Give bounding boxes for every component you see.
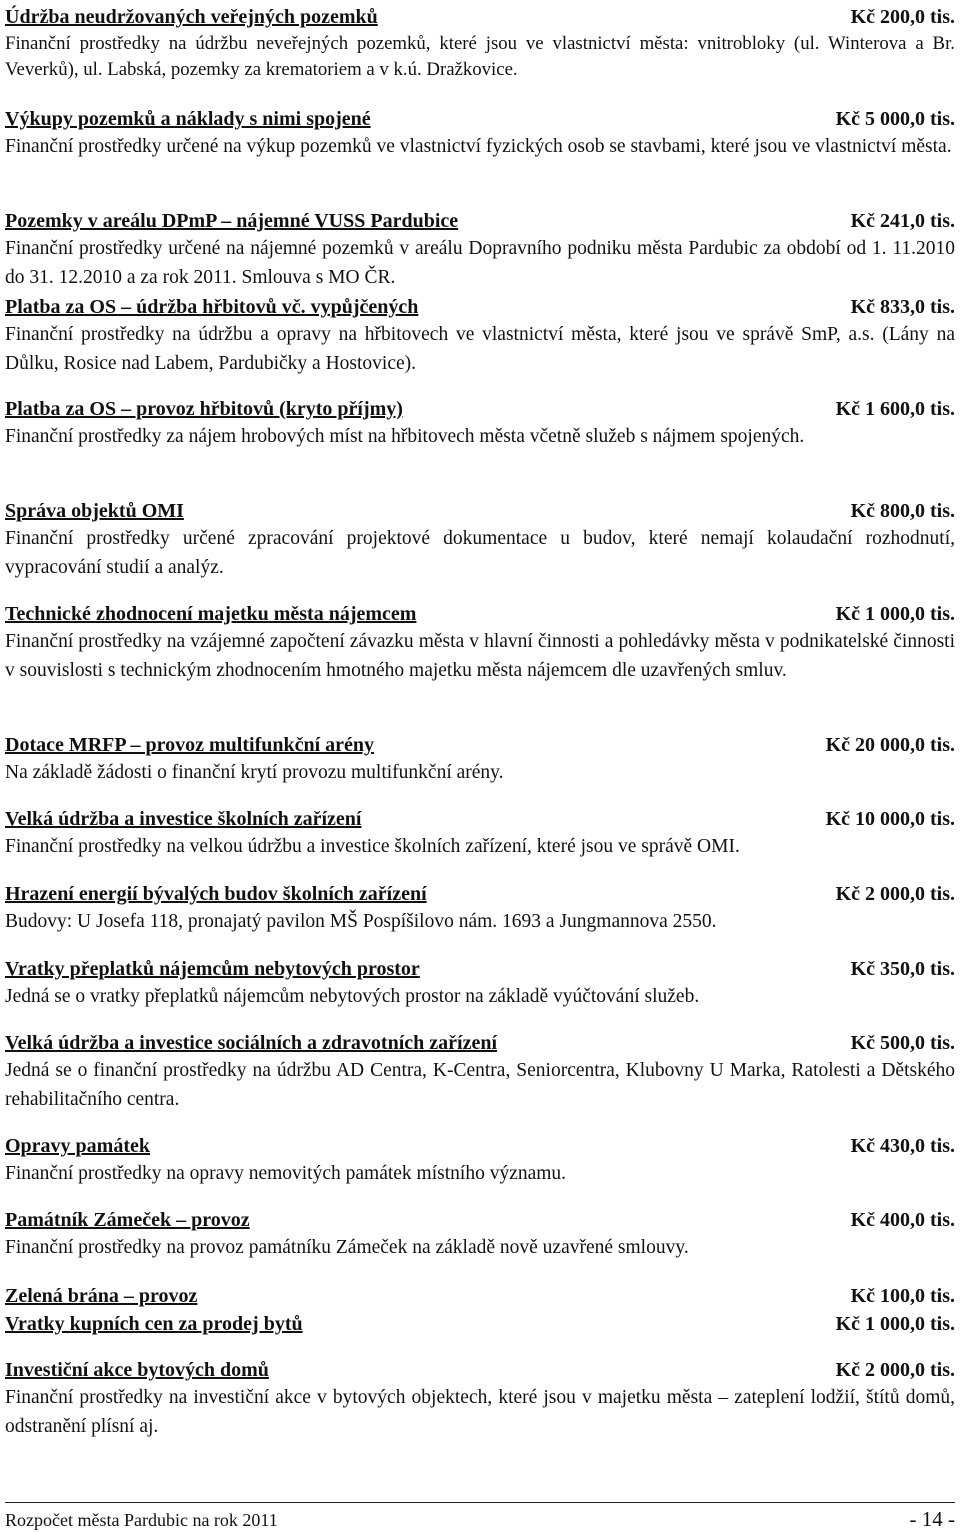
budget-item (5, 208, 955, 292)
budget-item-amount: Kč 430,0 tis. (850, 1135, 955, 1157)
budget-item-amount: Kč 200,0 tis. (850, 6, 955, 28)
budget-item-description: Finanční prostředky za nájem hrobových míst na hřbitovech města včetně služeb s nájmem spojených. (5, 426, 805, 447)
budget-item-amount: Kč 2 000,0 tis. (835, 883, 955, 905)
budget-item-description: Finanční prostředky na velkou údržbu a investice školních zařízení, které jsou ve správě OMI. (5, 836, 740, 857)
budget-item-amount: Kč 1 600,0 tis. (835, 398, 955, 420)
budget-item (5, 396, 955, 452)
budget-item (5, 732, 955, 788)
budget-item-title: Investiční akce bytových domů (5, 1359, 269, 1381)
budget-item (5, 4, 955, 82)
budget-item-amount: Kč 1 000,0 tis. (835, 603, 955, 625)
budget-item-amount: Kč 20 000,0 tis. (825, 734, 955, 756)
budget-item (5, 1311, 955, 1338)
budget-item-description: Finanční prostředky na provoz památníku Zámeček na základě nově uzavřené smlouvy. (5, 1237, 689, 1258)
budget-item-title: Platba za OS – údržba hřbitovů vč. vypůjčených (5, 296, 419, 318)
budget-item-amount: Kč 241,0 tis. (850, 210, 955, 232)
budget-item (5, 601, 955, 685)
budget-item (5, 1357, 955, 1441)
budget-item-amount: Kč 2 000,0 tis. (835, 1359, 955, 1381)
budget-item-title: Velká údržba a investice školních zařízení (5, 808, 362, 830)
budget-item-description: Finanční prostředky určené na výkup pozemků ve vlastnictví fyzických osob se stavbami, které jsou ve vlastnictví města. (5, 136, 952, 157)
budget-item-title: Dotace MRFP – provoz multifunkční arény (5, 734, 375, 756)
budget-item-title: Pozemky v areálu DPmP – nájemné VUSS Pardubice (5, 210, 459, 232)
budget-item-description: Finanční prostředky na vzájemné započtení závazku města v hlavní činnosti a pohledávky města v podnikatelské činnosti v souvislosti s technickým zhodnocením hmotného majetku města nájemcem dle uzavřených smluv. (5, 631, 955, 681)
budget-item-description: Na základě žádosti o finanční krytí provozu multifunkční arény. (5, 762, 504, 783)
budget-item-description: Jedná se o finanční prostředky na údržbu AD Centra, K-Centra, Seniorcentra, Klubovny U Marka, Ratolesti a Dětského rehabilitačního centra. (5, 1060, 955, 1110)
budget-item-title: Památník Zámeček – provoz (5, 1209, 250, 1231)
budget-item-title: Platba za OS – provoz hřbitovů (kryto příjmy) (5, 398, 403, 420)
budget-item-amount: Kč 100,0 tis. (850, 1285, 955, 1307)
budget-item (5, 806, 955, 862)
budget-item-amount: Kč 1 000,0 tis. (835, 1313, 955, 1335)
footer-document-title: Rozpočet města Pardubic na rok 2011 (5, 1510, 278, 1530)
budget-item-title: Vratky přeplatků nájemcům nebytových prostor (5, 958, 420, 980)
budget-item-title: Údržba neudržovaných veřejných pozemků (5, 6, 378, 28)
budget-item-title: Vratky kupních cen za prodej bytů (5, 1313, 303, 1335)
page-footer (5, 1502, 955, 1532)
page-number: - 14 - (909, 1507, 955, 1531)
budget-item-title: Technické zhodnocení majetku města nájemcem (5, 603, 417, 625)
budget-item (5, 1133, 955, 1189)
budget-item-title: Velká údržba a investice sociálních a zdravotních zařízení (5, 1032, 498, 1054)
budget-item (5, 1283, 955, 1310)
budget-item-description: Finanční prostředky na opravy nemovitých památek místního významu. (5, 1163, 567, 1184)
budget-item-amount: Kč 800,0 tis. (850, 500, 955, 522)
budget-item-title: Hrazení energií bývalých budov školních zařízení (5, 883, 427, 905)
budget-item-amount: Kč 833,0 tis. (850, 296, 955, 318)
budget-item-description: Jedná se o vratky přeplatků nájemcům nebytových prostor na základě vyúčtování služeb. (5, 986, 700, 1007)
budget-item-description: Finanční prostředky určené zpracování projektové dokumentace u budov, které nemají kolaudační rozhodnutí, vypracování studií a analýz. (5, 528, 955, 578)
budget-item-amount: Kč 10 000,0 tis. (825, 808, 955, 830)
budget-item-description: Finanční prostředky na investiční akce v bytových objektech, které jsou v majetku města – zateplení lodžií, štítů domů, odstranění plísní aj. (5, 1387, 955, 1437)
budget-item-title: Správa objektů OMI (5, 500, 184, 522)
budget-item-description: Finanční prostředky na údržbu neveřejných pozemků, které jsou ve vlastnictví města: vnitrobloky (ul. Winterova a Br. Veverků), ul. Labská, pozemky za krematoriem a v k.ú. Dražkovice. (5, 33, 955, 80)
budget-item-amount: Kč 500,0 tis. (850, 1032, 955, 1054)
budget-item-amount: Kč 5 000,0 tis. (835, 108, 955, 130)
budget-item-title: Zelená brána – provoz (5, 1285, 198, 1307)
budget-item-amount: Kč 350,0 tis. (850, 958, 955, 980)
budget-item (5, 106, 955, 162)
budget-item-description: Finanční prostředky určené na nájemné pozemků v areálu Dopravního podniku města Pardubic za období od 1. 11.2010 do 31. 12.2010 a za rok 2011. Smlouva s MO ČR. (5, 238, 955, 288)
budget-item (5, 956, 955, 1012)
budget-item (5, 294, 955, 378)
budget-item-amount: Kč 400,0 tis. (850, 1209, 955, 1231)
budget-item (5, 881, 955, 937)
budget-item-title: Opravy památek (5, 1135, 150, 1157)
budget-item-title: Výkupy pozemků a náklady s nimi spojené (5, 108, 371, 130)
budget-item (5, 498, 955, 582)
budget-item-description: Budovy: U Josefa 118, pronajatý pavilon MŠ Pospíšilovo nám. 1693 a Jungmannova 2550. (5, 911, 717, 932)
budget-item (5, 1207, 955, 1263)
budget-item (5, 1030, 955, 1114)
budget-item-description: Finanční prostředky na údržbu a opravy na hřbitovech ve vlastnictví města, které jsou ve správě SmP, a.s. (Lány na Důlku, Rosice nad Labem, Pardubičky a Hostovice). (5, 324, 955, 374)
